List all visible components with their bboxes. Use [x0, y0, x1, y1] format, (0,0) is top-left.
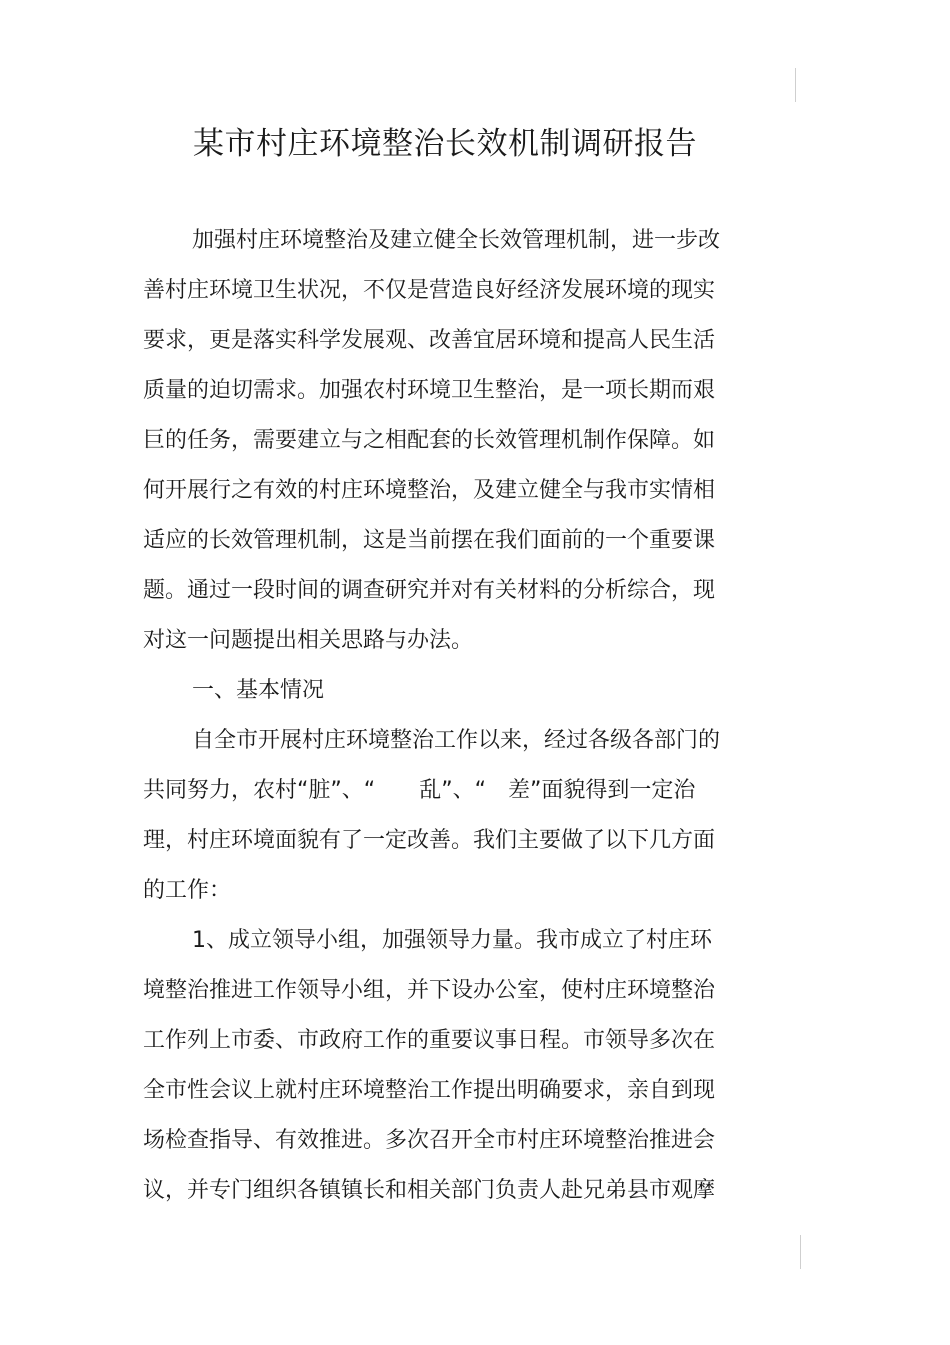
body-line: 巨的任务，需要建立与之相配套的长效管理机制作保障。如	[143, 428, 716, 453]
body-line: 自全市开展村庄环境整治工作以来，经过各级各部门的	[192, 728, 721, 753]
body-line: 议，并专门组织各镇镇长和相关部门负责人赴兄弟县市观摩	[143, 1178, 716, 1203]
page-edge-mark-top	[795, 68, 796, 102]
body-line: 全市性会议上就村庄环境整治工作提出明确要求，亲自到现	[143, 1078, 716, 1103]
body-line: 的工作：	[143, 878, 232, 903]
body-line: 适应的长效管理机制，这是当前摆在我们面前的一个重要课	[143, 528, 716, 553]
body-line: 对这一问题提出相关思路与办法。	[143, 628, 474, 653]
body-line: 善村庄环境卫生状况，不仅是营造良好经济发展环境的现实	[143, 278, 716, 303]
body-line: 质量的迫切需求。加强农村环境卫生整治，是一项长期而艰	[143, 378, 716, 403]
body-line: 场检查指导、有效推进。多次召开全市村庄环境整治推进会	[143, 1128, 716, 1153]
body-line: 境整治推进工作领导小组，并下设办公室，使村庄环境整治	[143, 978, 716, 1003]
body-line: 工作列上市委、市政府工作的重要议事日程。市领导多次在	[143, 1028, 716, 1053]
document-title: 某市村庄环境整治长效机制调研报告	[193, 126, 697, 162]
section-heading: 一、基本情况	[192, 678, 325, 703]
body-line: 共同努力，农村“脏”、“ 乱”、“ 差”面貌得到一定治	[143, 778, 696, 803]
page-edge-mark-bottom	[800, 1235, 801, 1269]
body-line: 何开展行之有效的村庄环境整治，及建立健全与我市实情相	[143, 478, 716, 503]
body-line: 理，村庄环境面貌有了一定改善。我们主要做了以下几方面	[143, 828, 716, 853]
body-line: 要求，更是落实科学发展观、改善宜居环境和提高人民生活	[143, 328, 716, 353]
body-line: 加强村庄环境整治及建立健全长效管理机制，进一步改	[192, 228, 721, 253]
body-line: 题。通过一段时间的调查研究并对有关材料的分析综合，现	[143, 578, 716, 603]
body-line: 1、成立领导小组，加强领导力量。我市成立了村庄环	[192, 928, 712, 953]
